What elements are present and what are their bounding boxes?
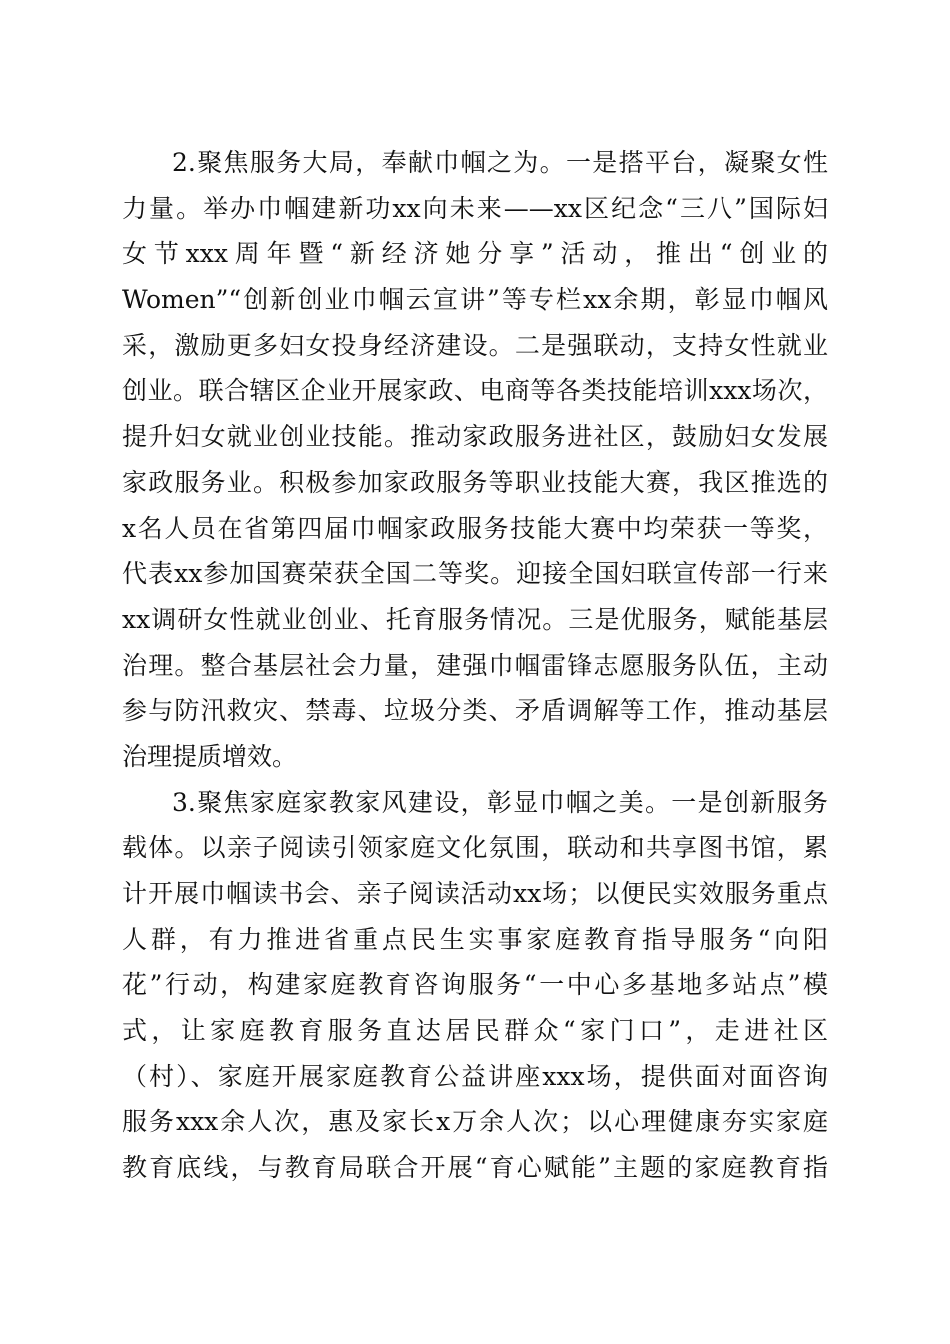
paragraph-2-line-4: 人群，有力推进省重点民生实事家庭教育指导服务“向阳 (122, 924, 828, 954)
paragraph-2-line-8: 服务xxx余人次，惠及家长x万余人次；以心理健康夯实家庭 (122, 1107, 828, 1137)
paragraph-1-line-1: 2.聚焦服务大局，奉献巾帼之为。一是搭平台，凝聚女性 (172, 148, 828, 177)
paragraph-1-line-10: 代表xx参加国赛荣获全国二等奖。迎接全国妇联宣传部一行来 (122, 559, 828, 589)
paragraph-2-line-1: 3.聚焦家庭家教家风建设，彰显巾帼之美。一是创新服务 (172, 787, 828, 817)
paragraph-2-line-9: 教育底线，与教育局联合开展“育心赋能”主题的家庭教育指 (122, 1153, 828, 1183)
paragraph-1-line-4: Women”“创新创业巾帼云宣讲”等专栏xx余期，彰显巾帼风 (122, 285, 828, 315)
paragraph-1-line-8: 家政服务业。积极参加家政服务等职业技能大赛，我区推选的 (122, 467, 828, 497)
paragraph-1-line-13: 参与防汛救灾、禁毒、垃圾分类、矛盾调解等工作，推动基层 (122, 696, 828, 726)
paragraph-2-line-7: （村）、家庭开展家庭教育公益讲座xxx场，提供面对面咨询 (122, 1061, 828, 1091)
paragraph-1-line-14: 治理提质增效。 (122, 741, 298, 771)
paragraph-1-line-5: 采，激励更多妇女投身经济建设。二是强联动，支持女性就业 (122, 330, 828, 360)
paragraph-1-line-9: x名人员在省第四届巾帼家政服务技能大赛中均荣获一等奖， (122, 513, 828, 543)
paragraph-1-line-2: 力量。举办巾帼建新功xx向未来——xx区纪念“三八”国际妇 (122, 193, 828, 223)
document-body (122, 140, 828, 1191)
paragraph-2-line-5: 花”行动，构建家庭教育咨询服务“一中心多基地多站点”模 (122, 970, 828, 1000)
paragraph-2-line-2: 载体。以亲子阅读引领家庭文化氛围，联动和共享图书馆，累 (122, 833, 828, 863)
paragraph-1-line-3: 女节xxx周年暨“新经济她分享”活动，推出“创业的 (122, 239, 828, 269)
paragraph-2-line-6: 式，让家庭教育服务直达居民群众“家门口”，走进社区 (122, 1016, 828, 1046)
paragraph-1-line-11: xx调研女性就业创业、托育服务情况。三是优服务，赋能基层 (122, 604, 828, 634)
paragraph-1-line-12: 治理。整合基层社会力量，建强巾帼雷锋志愿服务队伍，主动 (122, 650, 828, 680)
paragraph-1-line-6: 创业。联合辖区企业开展家政、电商等各类技能培训xxx场次， (122, 376, 828, 406)
paragraph-2-line-3: 计开展巾帼读书会、亲子阅读活动xx场；以便民实效服务重点 (122, 879, 828, 908)
paragraph-1-line-7: 提升妇女就业创业技能。推动家政服务进社区，鼓励妇女发展 (122, 422, 828, 452)
